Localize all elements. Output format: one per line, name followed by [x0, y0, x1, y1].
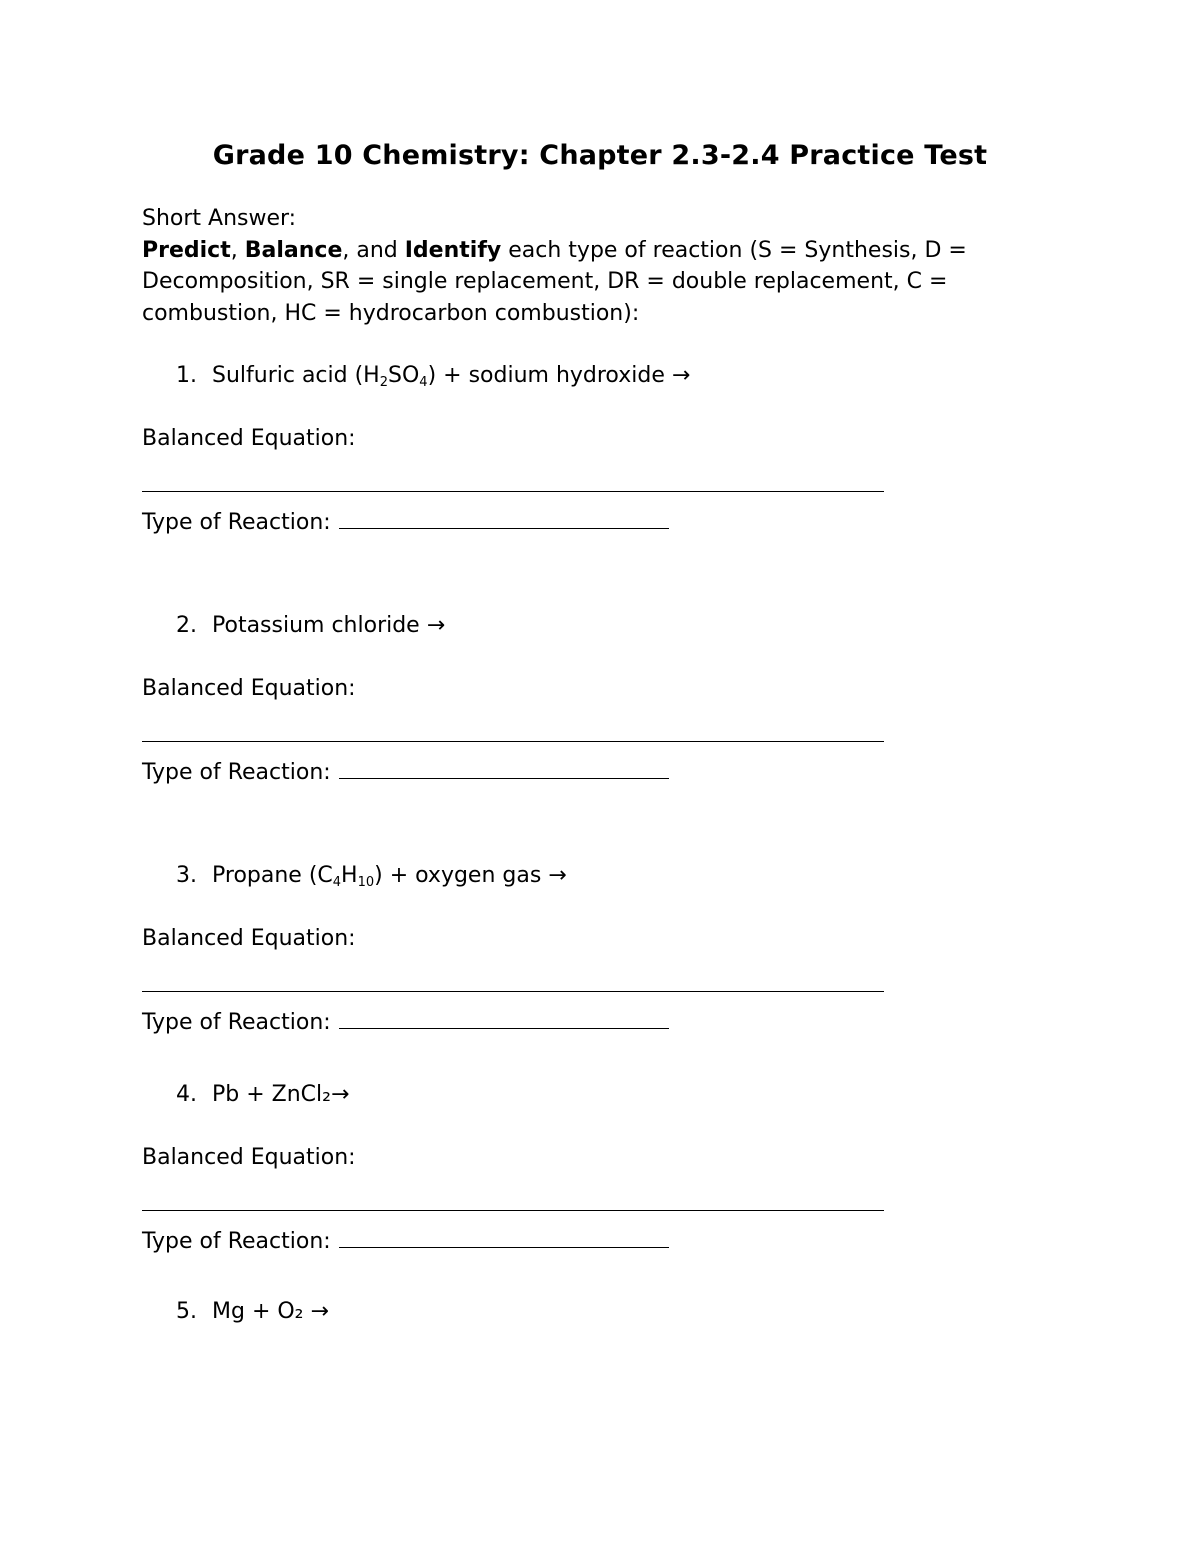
- question-1: [176, 361, 690, 391]
- keyword-predict: Predict: [142, 237, 231, 263]
- question-text: ) + oxygen gas →: [374, 863, 567, 888]
- question-text: H: [341, 863, 358, 888]
- section-label: Short Answer:: [142, 206, 297, 231]
- type-of-reaction-row: [142, 506, 669, 538]
- instructions-rest: each type of reaction (S = Synthesis, D = Decomposition, SR = single replacement, DR = double replacement, C = combustion, HC = hydrocarbon combustion):: [142, 237, 967, 326]
- type-of-reaction-label: Type of Reaction:: [142, 1010, 331, 1035]
- type-of-reaction-answer-line[interactable]: [339, 1225, 669, 1248]
- balanced-equation-label: Balanced Equation:: [142, 1145, 356, 1170]
- instructions-separator: ,: [230, 237, 245, 263]
- balanced-equation-answer-line[interactable]: [142, 491, 884, 492]
- balanced-equation-answer-line[interactable]: [142, 1210, 884, 1211]
- instructions-block: [142, 203, 1062, 329]
- subscript: 2: [379, 375, 389, 390]
- balanced-equation-label: Balanced Equation:: [142, 426, 356, 451]
- type-of-reaction-row: [142, 1006, 669, 1038]
- question-text: SO: [388, 363, 420, 388]
- keyword-identify: Identify: [404, 237, 502, 263]
- question-text: Propane (C: [212, 863, 333, 888]
- subscript: 4: [419, 375, 428, 390]
- question-text: Sulfuric acid (H: [212, 363, 380, 388]
- balanced-equation-label: Balanced Equation:: [142, 676, 356, 701]
- balanced-equation-answer-line[interactable]: [142, 991, 884, 992]
- question-4: [176, 1080, 349, 1110]
- question-number: 3.: [176, 863, 197, 888]
- question-number: 1.: [176, 363, 197, 388]
- type-of-reaction-row: [142, 756, 669, 788]
- type-of-reaction-answer-line[interactable]: [339, 506, 669, 529]
- question-5: [176, 1297, 329, 1327]
- question-text: Potassium chloride →: [212, 613, 446, 638]
- question-text: Pb + ZnCl₂→: [212, 1082, 350, 1107]
- type-of-reaction-label: Type of Reaction:: [142, 510, 331, 535]
- balanced-equation-answer-line[interactable]: [142, 741, 884, 742]
- instructions-separator: , and: [342, 237, 405, 263]
- type-of-reaction-answer-line[interactable]: [339, 1006, 669, 1029]
- type-of-reaction-label: Type of Reaction:: [142, 1229, 331, 1254]
- balanced-equation-label: Balanced Equation:: [142, 926, 356, 951]
- type-of-reaction-row: [142, 1225, 669, 1257]
- keyword-balance: Balance: [244, 237, 343, 263]
- question-text: ) + sodium hydroxide →: [427, 363, 691, 388]
- question-2: [176, 611, 445, 641]
- question-3: [176, 861, 567, 891]
- question-number: 2.: [176, 613, 197, 638]
- question-number: 4.: [176, 1082, 197, 1107]
- question-number: 5.: [176, 1299, 197, 1324]
- page-title: Grade 10 Chemistry: Chapter 2.3-2.4 Practice Test: [212, 140, 988, 171]
- type-of-reaction-answer-line[interactable]: [339, 756, 669, 779]
- subscript: 4: [332, 875, 342, 890]
- subscript: 10: [357, 875, 375, 890]
- type-of-reaction-label: Type of Reaction:: [142, 760, 331, 785]
- instructions-text: [142, 235, 1062, 330]
- question-text: Mg + O₂ →: [212, 1299, 329, 1324]
